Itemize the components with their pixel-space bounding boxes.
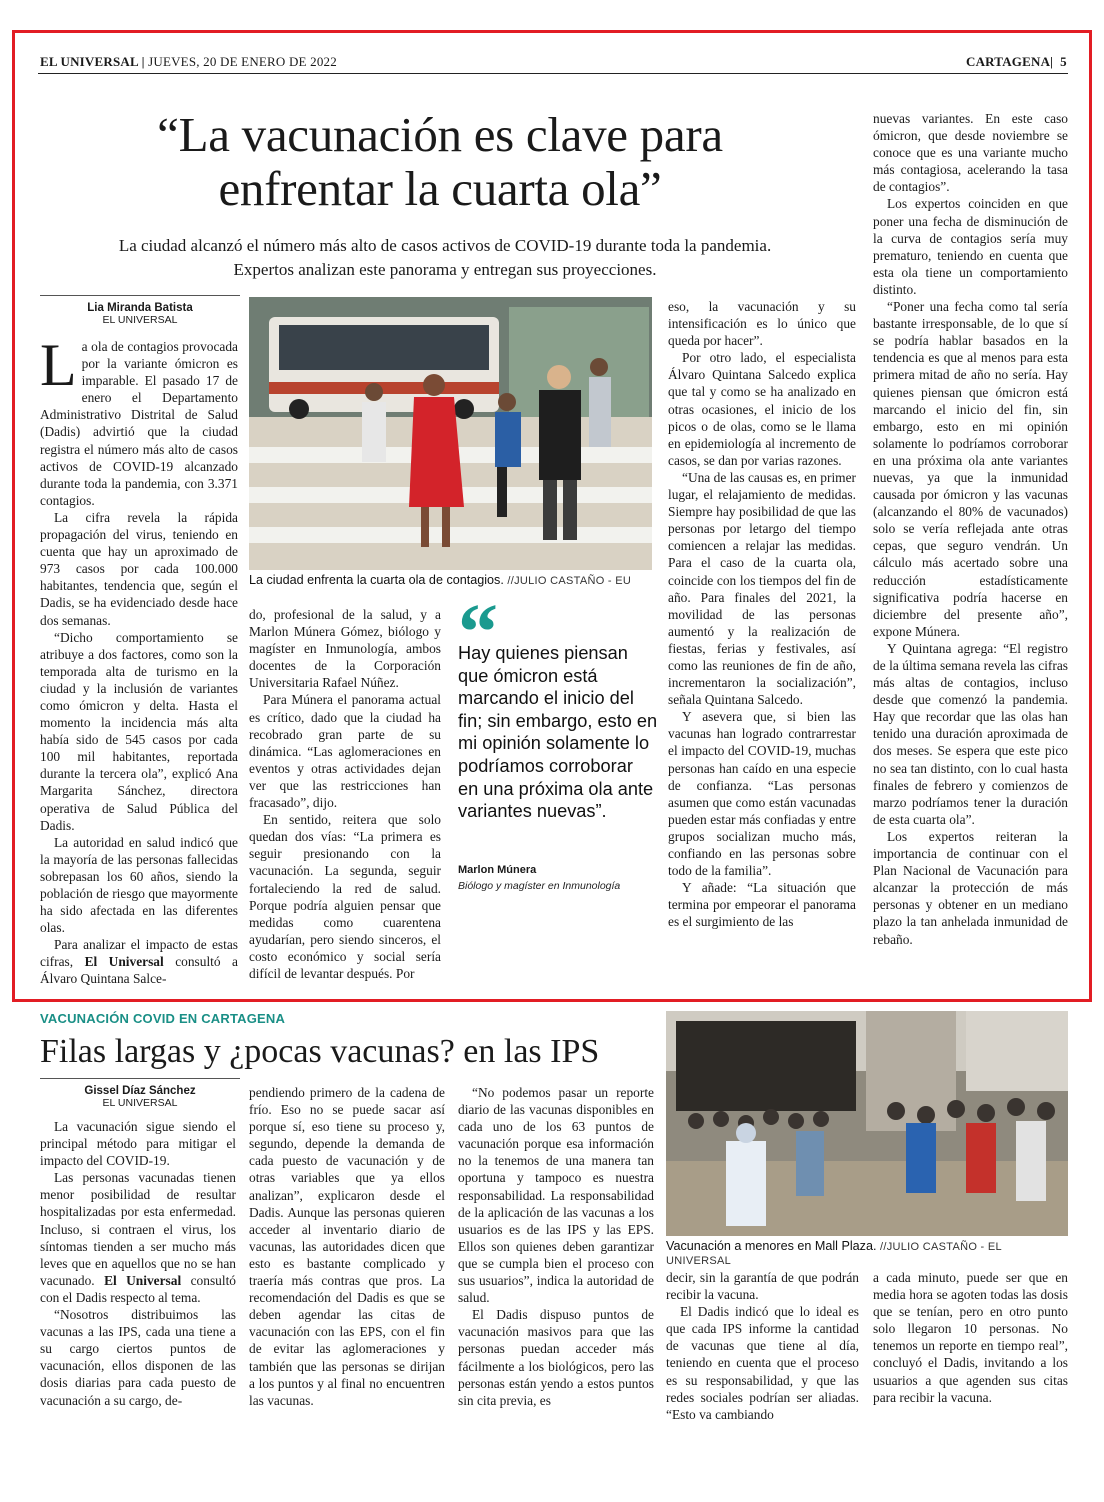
section-name: CARTAGENA: [966, 54, 1051, 69]
article-column-1: La ola de contagios provocada por la variante ómicron es imparable. El pasado 17 de enero el Departamento Administrativo Distrital de Salud (Dadis) advirtió que la ciudad registra el número más alto de casos activos de COVID-19 alcanzado durante toda la pandemia, con 3.371 contagios. La cifra revela la rápida propagación del virus, teniendo en cuenta que hay un aproximado de 973 casos por cada 100.000 habitantes, tendencia que, según el Dadis, se ha evidenciado desde hace dos semanas. “Dicho comportamiento se atribuye a dos factores, como son la temporada alta de turismo en la ciudad y la inclusión de variantes como ómicron y delta. Hasta el momento la incidencia más alta había sido de 545 casos por cada 100 mil habitantes, reportada durante la tercera ola”, explicó Ana Margarita Sánchez, directora operativa de Salud Pública del Dadis. La autoridad en salud indicó que la mayoría de las personas fallecidas sobrepasan los 60 años, siendo la población de riesgo que mayormente ha sido afectada en las diferentes olas. Para analizar el impacto de estas cifras, El Universal consultó a Álvaro Quintana Salce-: [40, 332, 238, 987]
running-head-right: CARTAGENA| 5: [966, 54, 1067, 69]
article2-column-2: pendiendo primero de la cadena de frío. Eso no se puede sacar así porque sí, eso tiene su proceso y, segundo, depende la demanda de cada puesto de vacunación y de otras variables que ya ellos analizan”, explicaron desde el Dadis. Aunque las personas quieren acceder al inventario diario de vacunas, las autoridades dicen que esto es bastante complicado y traería más contras que pros. La recomendación del Dadis es que se deben agendar las citas de vacunación con las EPS, con el fin de evitar las aglomeraciones y también que las personas se dirijan a los puntos y al final no encuentren las vacunas.: [249, 1085, 445, 1408]
author-name: Lia Miranda Batista: [87, 302, 193, 314]
drop-cap: L: [40, 332, 77, 398]
byline-2: [40, 1085, 240, 1109]
article-deck: La ciudad alcanzó el número más alto de casos activos de COVID-19 durante toda la pandemia. Expertos analizan este panorama y entregan sus proyecciones.: [118, 236, 772, 279]
article2-headline: Filas largas y ¿pocas vacunas? en las IPS: [40, 1033, 600, 1070]
page-number: 5: [1060, 54, 1067, 69]
photo2-credit: //JULIO CASTAÑO - EL UNIVERSAL: [666, 1241, 1002, 1267]
article-column-4: nuevas variantes. En este caso ómicron, que desde noviembre se conoce que es una variante mucho más contagiosa, acelerando la tasa de contagios”. Los expertos coinciden en que poner una fecha de disminución de la curva de contagios sería muy prematuro, teniendo en cuenta que esta ola tiene un comportamiento distinto. “Poner una fecha como tal sería bastante irresponsable, de lo que sí se podría hablar basados en la tendencia es que al menos para esta primera mitad de año no sería. Hay quienes piensan que ómicron está marcando el inicio del fin, sin embargo, esto en mi opinión solamente lo podríamos corroborar en una próxima ola ante variantes nuevas, ya que la inmunidad causada por ómicron y las vacunas (alcanzando el 80% de vacunados) solo se vería reflejada ante otras cepas, que seguro vendrán. Un cálculo más acertado sobre una reducción estadísticamente significativa podría hacerse en diciembre del presente año”, expone Múnera. Y Quintana agrega: “El registro de la última semana revela las cifras más altas de contagios, incluso desde que comenzó la pandemia. Hay que recordar que las olas han tenido una duración aproximada de dos meses. Se espera que este pico no sea tan distinto, con lo cual hasta finales de febrero y comienzos de marzo podríamos tener la duración de esta cuarta ola”. Los expertos reiteran la importancia de continuar con el Plan Nacional de Vacunación para alcanzar la protección de más personas y obtener en un mediano plazo la tan anhelada inmunidad de rebaño.: [873, 111, 1068, 947]
header-rule: [38, 73, 1068, 74]
byline-rule: [40, 295, 240, 296]
article-headline: “La vacunación es clave para enfrentar la cuarta ola”: [157, 107, 723, 216]
pull-quote: Hay quienes piensan que ómicron está marcando el inicio del fin; sin embargo, esto en mi opinión solamente lo podríamos corroborar en una próxima ola ante variantes nuevas”.: [458, 643, 658, 822]
article-column-2: do, profesional de la salud, y a Marlon Múnera Gómez, biólogo y magíster en Inmunología, ambos docentes de la Corporación Universitaria Rafael Núñez. Para Múnera el panorama actual es crítico, dado que la ciudad ha recobrado gran parte de su dinámica. “Las aglomeraciones en eventos y otras actividades dejan ver que las restricciones han fracasado”, dijo. En sentido, reitera que solo quedan dos vías: “La primera es seguir presionando con la vacunación. La segunda, seguir fortaleciendo la red de salud. Porque podría alguien pensar que medidas como cuarentena ayudarían, pero siendo sinceros, el costo económico y social sería difícil de levantar después. Por: [249, 607, 441, 981]
byline: [40, 302, 240, 326]
pull-quote-name: Marlon Múnera: [458, 864, 537, 876]
street-crowd-photo: [249, 297, 652, 570]
photo2-caption: Vacunación a menores en Mall Plaza. //JULIO CASTAÑO - EL UNIVERSAL: [666, 1239, 1002, 1267]
author2-org: EL UNIVERSAL: [102, 1097, 178, 1109]
article2-column-5: a cada minuto, puede ser que en media hora se agoten todas las dosis que se tenían, pero en otro punto solo llegaron 10 personas. No tenemos un reporte en tiempo real”, concluyó el Dadis, invitando a los usuarios a que agenden sus citas para recibir la vacuna.: [873, 1270, 1068, 1405]
byline2-rule: [40, 1078, 240, 1079]
issue-date: JUEVES, 20 DE ENERO DE 2022: [148, 54, 337, 69]
article-column-3: eso, la vacunación y su intensificación es lo único que queda por hacer”. Por otro lado, el especialista Álvaro Quintana Salcedo explica que tal y como se ha analizado en otras ocasiones, el inicio de los picos o de olas, como se le llama en epidemiología al incremento de casos, se dan por varias razones. “Una de las causas es, en primer lugar, el relajamiento de medidas. Siempre hay posibilidad de que las personas por letargo del tiempo comiencen a relajar las medidas. Para el caso de la cuarta ola, coincide con los tiempos del fin de año. Para finales del 2021, la movilidad de las personas aumentó y la realización de fiestas, ferias y festivales, así como las reuniones de fin de año, incrementaron la socialización”, señala Quintana Salcedo. Y asevera que, si bien las vacunas han logrado contrarrestar el impacto del COVID-19, muchas personas han caído en una especie de confianza. “Las personas asumen que como están vacunadas pueden estar más confiadas y entre grupos socializan mucho más, confiando en las personas sobre todo de la familia”. Y añade: “La situación que termina por empeorar el panorama es el surgimiento de las: [668, 299, 856, 930]
pull-quote-title: Biólogo y magíster en Inmunología: [458, 880, 621, 892]
author-org: EL UNIVERSAL: [102, 314, 178, 326]
section-kicker: VACUNACIÓN COVID EN CARTAGENA: [40, 1011, 286, 1026]
running-head-left: EL UNIVERSAL | JUEVES, 20 DE ENERO DE 2022: [40, 54, 337, 69]
quote-mark-icon: “: [458, 589, 498, 677]
author2-name: Gissel Díaz Sánchez: [84, 1085, 196, 1097]
photo-credit: //JULIO CASTAÑO - EU: [507, 575, 632, 587]
vaccination-line-photo: [666, 1011, 1068, 1236]
article2-column-1: La vacunación sigue siendo el principal método para mitigar el impacto del COVID-19. Las personas vacunadas tienen menor posibilidad de resultar hospitalizadas por esta enfermedad. Incluso, si contraen el virus, los síntomas tienden a ser mucho más leves que en aquellos que no se han vacunado. El Universal consultó con el Dadis respecto al tema. “Nosotros distribuimos las vacunas a las IPS, cada una tiene a su cargo ciertos puntos de vacunación, ellos disponen de las dosis diarias para cada puesto de vacunación a su cargo, de-: [40, 1119, 236, 1408]
article2-column-4: decir, sin la garantía de que podrán recibir la vacuna. El Dadis indicó que lo ideal es que cada IPS informe la cantidad de vacunas que tiene al día, teniendo en cuenta que el proceso es su responsabilidad, y que las redes sociales podrían ser aliadas. “Esto va cambiando: [666, 1270, 859, 1422]
paper-name: EL UNIVERSAL: [40, 54, 139, 69]
article2-column-3: “No podemos pasar un reporte diario de las vacunas disponibles en cada uno de los 63 puntos de vacunación porque esa información no la tenemos de una manera tan oportuna y tampoco es nuestra responsabilidad. La responsabilidad de la aplicación de las vacunas a los usuarios es de las IPS y las EPS. Ellos son quienes deben garantizar que se cumpla bien el proceso con sus usuarios”, indica la autoridad de salud. El Dadis dispuso puntos de vacunación masivos para que las personas puedan acceder más fácilmente a los biológicos, pero las personas están yendo a estos puntos sin cita previa, es: [458, 1085, 654, 1408]
photo-caption: La ciudad enfrenta la cuarta ola de contagios. //JULIO CASTAÑO - EU: [249, 573, 632, 587]
